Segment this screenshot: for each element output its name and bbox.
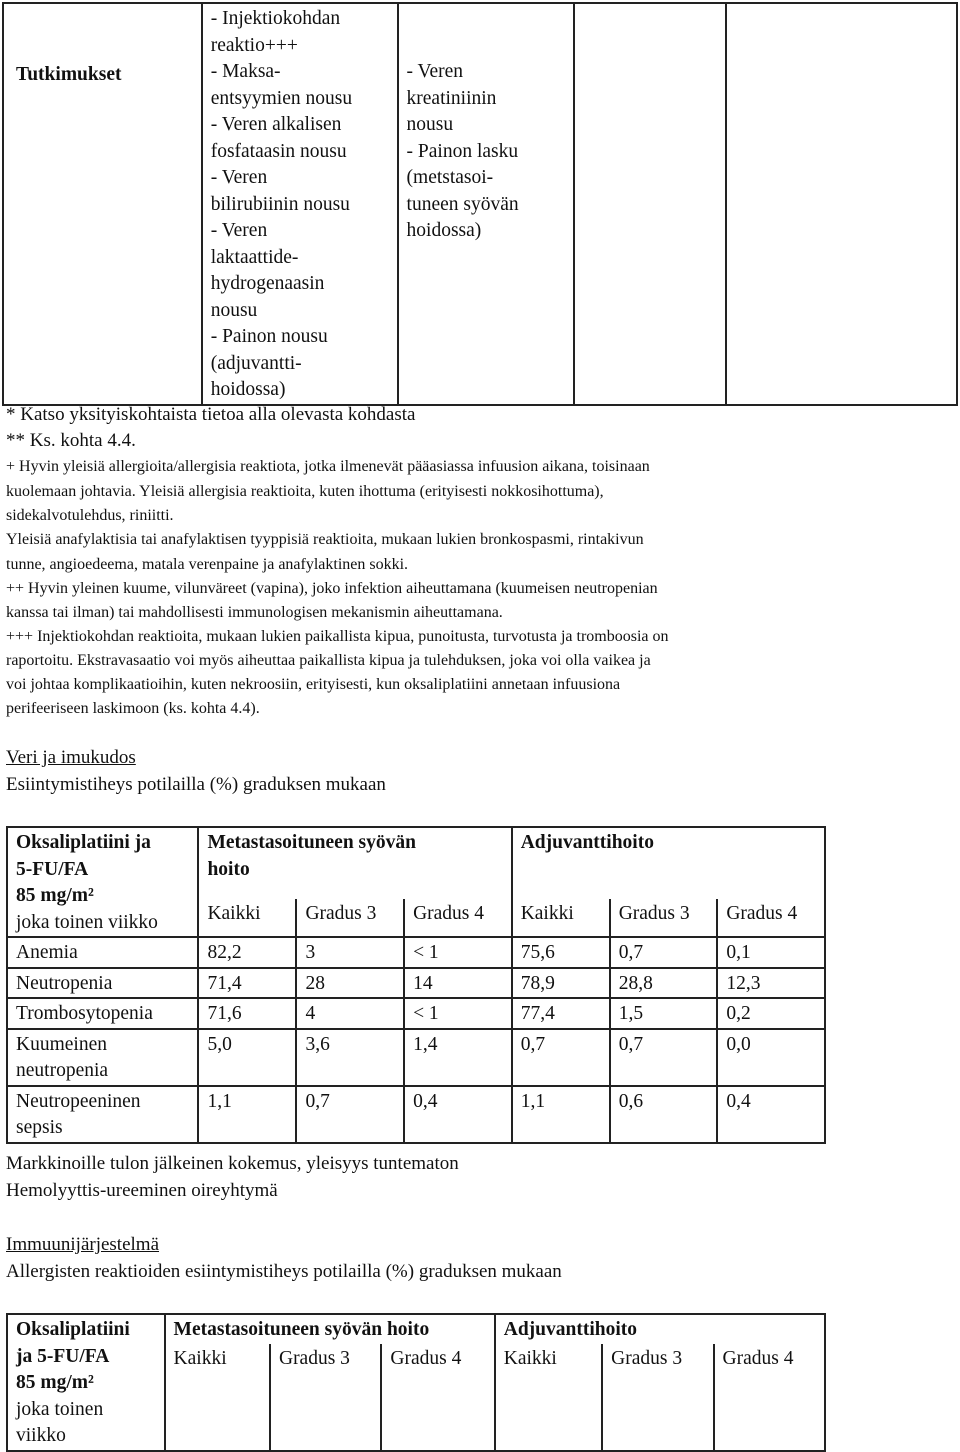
subcolumn-header <box>270 1344 381 1451</box>
corner-line: joka toinen viikko <box>16 911 158 933</box>
value-cell <box>296 1086 404 1143</box>
adverse-effects-table-continuation <box>2 2 958 406</box>
row-label <box>8 1030 197 1085</box>
value-cell <box>198 937 296 968</box>
subcolumn-label: Gradus 3 <box>278 1347 350 1369</box>
subcolumn-label: Gradus 3 <box>305 903 377 925</box>
immune-group-adjuvant-label: Adjuvanttihoito <box>503 1319 638 1340</box>
investigation-line: - Injektiokohdan <box>210 8 341 29</box>
subcolumn-header <box>717 899 825 937</box>
empty-column-2 <box>726 3 957 405</box>
value-cell <box>512 937 610 968</box>
value-text: 1,1 <box>207 1090 232 1112</box>
investigation-line: laktaattide- <box>210 246 299 268</box>
value-text: 5,0 <box>207 1033 232 1055</box>
footnote-line: perifeeriseen laskimoon (ks. kohta 4.4). <box>6 700 260 717</box>
value-cell <box>512 998 610 1029</box>
investigation-line: kreatiniinin <box>406 87 497 109</box>
value-text: 77,4 <box>520 1003 555 1024</box>
table-row <box>7 937 825 968</box>
value-cell <box>610 1086 718 1143</box>
row-label <box>8 938 197 967</box>
corner-line: Oksaliplatiini ja <box>16 832 151 853</box>
table-row <box>7 1029 825 1086</box>
investigation-line: nousu <box>210 299 258 321</box>
immune-corner-text <box>8 1315 164 1450</box>
subcolumn-label: Kaikki <box>173 1347 227 1369</box>
row-label <box>8 1087 197 1142</box>
category-cell <box>3 3 202 405</box>
corner-line: 85 mg/m² <box>16 885 94 906</box>
value-text: 3,6 <box>305 1033 330 1055</box>
value-text: < 1 <box>413 1003 439 1024</box>
subcolumn-header <box>602 1344 713 1451</box>
footnote-line: sidekalvotulehdus, riniitti. <box>6 507 174 524</box>
subcolumn-label: Gradus 4 <box>413 903 485 925</box>
immune-group-metastatic-label: Metastasoituneen syövän hoito <box>173 1319 430 1340</box>
subcolumn-header <box>198 899 296 937</box>
value-text: 1,5 <box>618 1003 644 1024</box>
section-heading-immune: Immuunijärjestelmä <box>6 1234 160 1255</box>
footnote-line: Yleisiä anafylaktisia tai anafylaktisen tyyppisiä reaktioita, mukaan lukien bronkospasmi, rintakivun <box>6 531 644 548</box>
immune-group-metastatic <box>165 1314 495 1344</box>
value-cell <box>610 1029 718 1086</box>
subcolumn-header <box>714 1344 825 1451</box>
value-text: 28 <box>305 972 325 994</box>
value-cell <box>404 1029 512 1086</box>
value-cell <box>198 968 296 999</box>
immune-table-corner <box>7 1314 165 1451</box>
value-text: 0,2 <box>726 1003 751 1024</box>
investigation-line: reaktio+++ <box>210 34 298 56</box>
value-cell <box>296 937 404 968</box>
value-text: 0,6 <box>618 1090 644 1112</box>
investigation-line: nousu <box>406 114 454 135</box>
investigation-line: - Veren <box>210 220 268 241</box>
value-text: 0,7 <box>305 1090 330 1112</box>
value-text: 0,1 <box>726 942 751 963</box>
blood-group-metastatic <box>198 827 511 899</box>
investigation-line: - Painon lasku <box>406 140 519 162</box>
value-text: 0,4 <box>413 1090 438 1112</box>
row-label-cell <box>7 998 198 1029</box>
value-cell <box>404 968 512 999</box>
subcolumn-label: Gradus 3 <box>618 903 690 925</box>
value-cell <box>404 998 512 1029</box>
value-cell <box>717 998 825 1029</box>
value-cell <box>512 1086 610 1143</box>
group-line: Metastasoituneen syövän <box>207 832 416 853</box>
value-cell <box>296 1029 404 1086</box>
corner-line: 5-FU/FA <box>16 858 89 880</box>
section-heading-blood: Veri ja imukudos <box>6 747 136 768</box>
value-cell <box>717 1086 825 1143</box>
investigation-line: - Veren <box>210 167 268 188</box>
investigation-line: hoidossa) <box>210 379 286 400</box>
row-label-line: Neutropenia <box>16 972 113 994</box>
investigation-line: fosfataasin nousu <box>210 140 347 162</box>
table-row <box>7 1086 825 1143</box>
immune-frequency-table <box>6 1313 826 1452</box>
row-label <box>8 999 197 1028</box>
value-text: 78,9 <box>520 972 555 994</box>
value-text: 1,1 <box>520 1090 546 1112</box>
value-text: 0,7 <box>520 1033 546 1055</box>
blood-group-adjuvant <box>512 827 825 899</box>
value-cell <box>198 1029 296 1086</box>
subcolumn-header <box>165 1344 270 1451</box>
section-subheading-blood: Esiintymistiheys potilailla (%) graduksen mukaan <box>6 774 386 795</box>
subcolumn-label: Gradus 4 <box>726 903 798 925</box>
value-text: 71,4 <box>207 972 242 994</box>
footnote-line: tunne, angioedeema, matala verenpaine ja anafylaktinen sokki. <box>6 556 409 573</box>
subcolumn-header <box>512 899 610 937</box>
subcolumn-label: Kaikki <box>520 903 574 925</box>
value-text: 0,7 <box>618 1033 644 1055</box>
corner-line: 85 mg/m² <box>16 1372 94 1393</box>
table-row <box>7 998 825 1029</box>
corner-line: joka toinen <box>16 1398 104 1420</box>
subcolumn-label: Gradus 4 <box>390 1347 462 1369</box>
subcolumn-label: Kaikki <box>503 1347 557 1369</box>
investigations-column-2 <box>398 3 575 405</box>
investigations-column-1 <box>202 3 398 405</box>
subcolumn-header <box>495 1344 602 1451</box>
postmarketing-note: Markkinoille tulon jälkeinen kokemus, yleisyys tuntematon <box>6 1153 459 1174</box>
subcolumn-label: Gradus 3 <box>611 1347 683 1369</box>
value-cell <box>610 968 718 999</box>
investigation-line: hoidossa) <box>406 220 482 241</box>
footnote-line: +++ Injektiokohdan reaktioita, mukaan lukien paikallista kipua, punoitusta, turvotusta ja tromboosia on <box>6 628 669 645</box>
investigation-line: (adjuvantti- <box>210 352 302 374</box>
subcolumn-label: Gradus 4 <box>722 1347 794 1369</box>
immune-group-adjuvant <box>495 1314 825 1344</box>
blood-table-corner <box>7 827 198 937</box>
corner-line: Oksaliplatiini <box>16 1319 130 1340</box>
row-label-line: Neutropeeninen <box>16 1090 141 1112</box>
value-text: 1,4 <box>413 1033 438 1055</box>
value-text: 0,7 <box>618 942 644 963</box>
investigations-list-2 <box>399 4 574 245</box>
value-text: 14 <box>413 972 433 994</box>
corner-line: ja 5-FU/FA <box>16 1345 110 1367</box>
value-cell <box>198 998 296 1029</box>
investigation-line: hydrogenaasin <box>210 273 325 294</box>
subcolumn-header <box>296 899 404 937</box>
value-cell <box>512 968 610 999</box>
blood-frequency-table <box>6 826 826 1144</box>
footnote-line: kanssa tai ilman) tai mahdollisesti immunologisen mekanismin aiheuttamana. <box>6 604 503 621</box>
value-cell <box>610 998 718 1029</box>
value-cell <box>717 1029 825 1086</box>
blood-group-adjuvant-label: Adjuvanttihoito <box>520 832 654 853</box>
hus-note: Hemolyyttis-ureeminen oireyhtymä <box>6 1180 278 1201</box>
section-subheading-immune: Allergisten reaktioiden esiintymistiheys potilailla (%) graduksen mukaan <box>6 1261 562 1282</box>
value-cell <box>512 1029 610 1086</box>
row-label-line: neutropenia <box>16 1060 109 1081</box>
blood-corner-text <box>8 828 197 936</box>
row-label-line: Trombosytopenia <box>16 1003 153 1024</box>
subcolumn-label: Kaikki <box>207 903 261 925</box>
value-cell <box>404 937 512 968</box>
investigation-line: - Veren <box>406 61 464 82</box>
value-cell <box>198 1086 296 1143</box>
footnote-line: ++ Hyvin yleinen kuume, vilunväreet (vapina), joko infektion aiheuttamana (kuumeisen neutropenian <box>6 580 658 597</box>
value-text: 71,6 <box>207 1003 242 1024</box>
subcolumn-header <box>381 1344 494 1451</box>
row-label-cell <box>7 937 198 968</box>
corner-line: viikko <box>16 1425 66 1446</box>
value-text: 28,8 <box>618 972 653 994</box>
value-text: 82,2 <box>207 942 242 963</box>
row-label-line: sepsis <box>16 1117 63 1138</box>
value-cell <box>717 937 825 968</box>
row-label-cell <box>7 968 198 999</box>
value-cell <box>296 998 404 1029</box>
footnote-line: * Katso yksityiskohtaista tietoa alla olevasta kohdasta <box>6 404 416 425</box>
footnote-line: ** Ks. kohta 4.4. <box>6 430 136 451</box>
blood-group-metastatic-label <box>199 828 510 883</box>
footnote-line: raportoitu. Ekstravasaatio voi myös aiheuttaa paikallista kipua ja tulehduksen, joka voi olla vaikea ja <box>6 652 651 669</box>
investigation-line: - Painon nousu <box>210 326 328 347</box>
value-text: 0,0 <box>726 1033 751 1055</box>
investigation-line: - Veren alkalisen <box>210 114 342 135</box>
group-line: hoito <box>207 858 250 880</box>
investigation-line: tuneen syövän <box>406 193 519 215</box>
value-text: 12,3 <box>726 972 761 994</box>
footnote-line: kuolemaan johtavia. Yleisiä allergisia reaktioita, kuten ihottuma (erityisesti nokkosihottuma), <box>6 483 604 500</box>
investigation-line: entsyymien nousu <box>210 87 353 109</box>
row-label-line: Anemia <box>16 942 78 963</box>
investigation-line: (metstasoi- <box>406 167 494 188</box>
value-text: 4 <box>305 1003 316 1024</box>
value-text: 75,6 <box>520 942 555 963</box>
subcolumn-header <box>610 899 718 937</box>
footnote-line: voi johtaa komplikaatioihin, kuten nekroosiin, erityisesti, kun oksaliplatiini annetaan infuusiona <box>6 676 621 693</box>
table-row <box>7 968 825 999</box>
investigations-list-1 <box>203 4 397 404</box>
footnote-line: + Hyvin yleisiä allergioita/allergisia reaktiota, jotka ilmenevät pääasiassa infuusion aikana, toisinaan <box>6 458 650 475</box>
value-cell <box>404 1086 512 1143</box>
subcolumn-header <box>404 899 512 937</box>
category-label: Tutkimukset <box>16 64 122 85</box>
empty-column-1 <box>574 3 725 405</box>
value-cell <box>296 968 404 999</box>
row-label-cell <box>7 1029 198 1086</box>
value-text: 3 <box>305 942 316 963</box>
investigation-line: bilirubiinin nousu <box>210 193 350 215</box>
row-label <box>8 969 197 998</box>
row-label-cell <box>7 1086 198 1143</box>
value-cell <box>610 937 718 968</box>
value-cell <box>717 968 825 999</box>
value-text: < 1 <box>413 942 439 963</box>
investigation-line: - Maksa- <box>210 61 281 82</box>
value-text: 0,4 <box>726 1090 751 1112</box>
row-label-line: Kuumeinen <box>16 1033 107 1055</box>
